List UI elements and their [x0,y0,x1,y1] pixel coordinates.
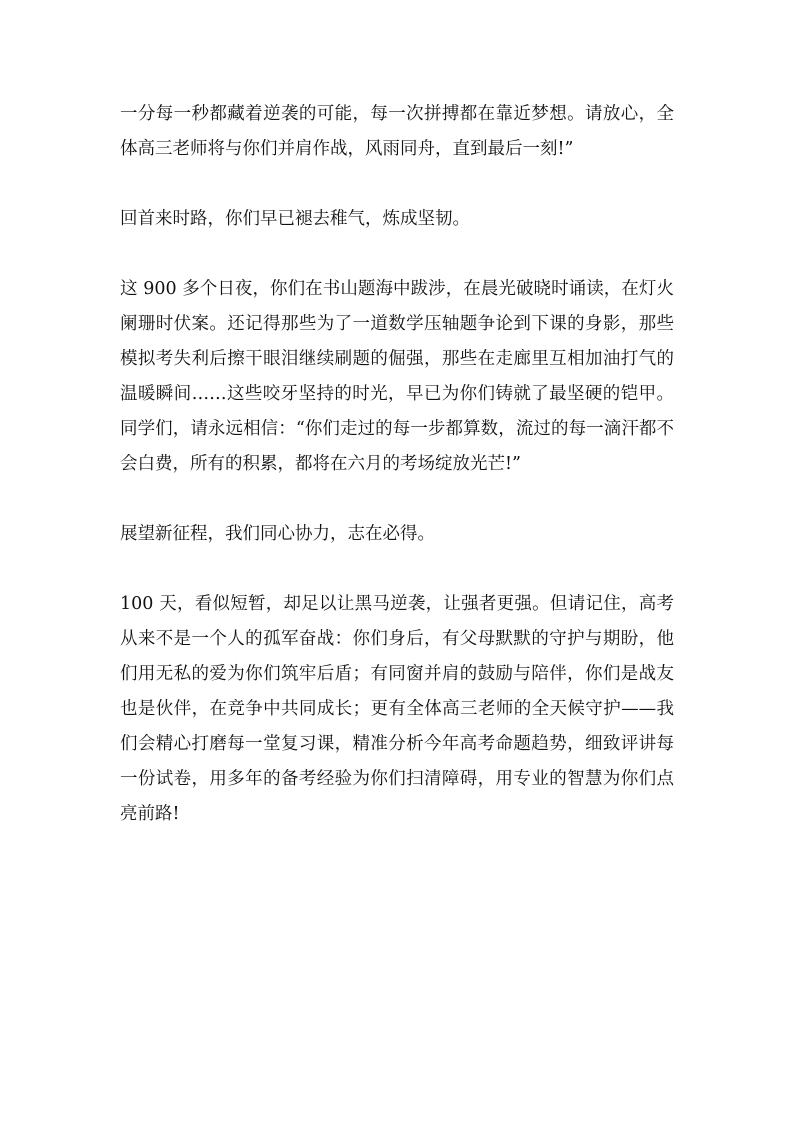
paragraph-2: 回首来时路，你们早已褪去稚气，炼成坚韧。 [120,209,470,229]
paragraph-3: 这 900 多个日夜，你们在书山题海中跋涉，在晨光破晓时诵读，在灯火阑珊时伏案。还记得那些为了一道数学压轴题争论到下课的身影，那些模拟考失利后擦干眼泪继续刷题的倔强，那些在走廊里互相加油打气的温暖瞬间……这些咬牙坚持的时光，早已为你们铸就了最坚硬的铠甲。同学们，请永远相信：“你们走过的每一步都算数，流过的每一滴汗都不会白费，所有的积累，都将在六月的考场绽放光芒!” [120,279,674,474]
document-body [120,97,674,832]
paragraph-4: 展望新征程，我们同心协力，志在必得。 [120,524,435,544]
paragraph-5: 100 天，看似短暂，却足以让黑马逆袭，让强者更强。但请记住，高考从来不是一个人的孤军奋战：你们身后，有父母默默的守护与期盼，他们用无私的爱为你们筑牢后盾；有同窗并肩的鼓励与陪伴，你们是战友也是伙伴，在竞争中共同成长；更有全体高三老师的全天候守护——我们会精心打磨每一堂复习课，精准分析今年高考命题趋势，细致评讲每一份试卷，用多年的备考经验为你们扫清障碍，用专业的智慧为你们点亮前路! [120,594,674,824]
paragraph-1: 一分每一秒都藏着逆袭的可能，每一次拼搏都在靠近梦想。请放心，全体高三老师将与你们并肩作战，风雨同舟，直到最后一刻!” [120,104,674,159]
